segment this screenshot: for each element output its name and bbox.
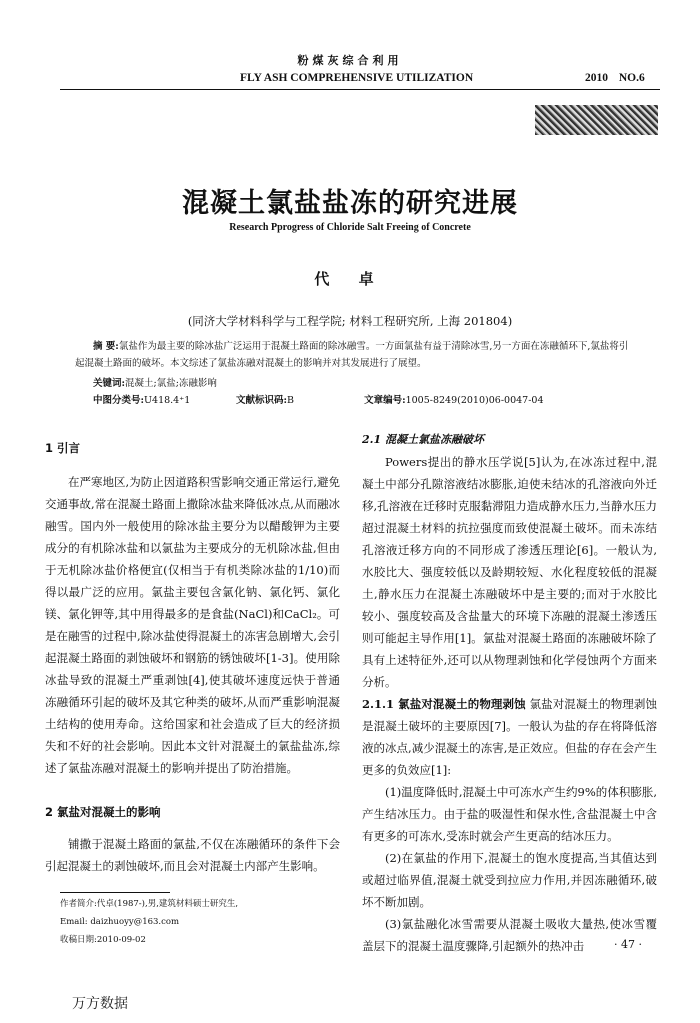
abstract-text: 氯盐作为最主要的除冰盐广泛运用于混凝土路面的除冰融雪。一方面氯盐有益于清除冰雪,另一方面在冻融循环下,氯盐将引起混凝土路面的破坏。本文综述了氯盐冻融对混凝土的影响并对其发展进行了展望。 bbox=[75, 341, 629, 369]
chloride-intro-paragraph: 铺撒于混凝土路面的氯盐,不仅在冻融循环的条件下会引起混凝土的剥蚀破坏,而且会对混凝土内部产生影响。 bbox=[45, 837, 340, 873]
journal-title-cn: 粉煤灰综合利用 bbox=[297, 54, 403, 67]
effect-item-1: (1)温度降低时,混凝土中可冻水产生约9%的体积膨胀,产生结冰压力。由于盐的吸湿性和保水性,含盐混凝土中含有更多的可冻水,受冻时就会产生更高的结冰压力。 bbox=[362, 785, 657, 843]
footnote-rule bbox=[60, 892, 170, 893]
section-heading-intro: 1 引言 bbox=[45, 441, 81, 455]
articleno-value: 1005-8249(2010)06-0047-04 bbox=[405, 395, 544, 406]
footnote-author: 作者简介:代卓(1987-),男,建筑材料硕士研究生, bbox=[60, 899, 239, 909]
journal-issue: 2010 NO.6 bbox=[585, 72, 645, 84]
class-label: 中图分类号: bbox=[93, 395, 145, 406]
library-stamp bbox=[535, 105, 658, 135]
powers-paragraph: Powers提出的静水压学说[5]认为,在冰冻过程中,混凝土中部分孔隙溶液结冰膨胀,迫使未结冰的孔溶液向外迁移,孔溶液在迁移时克服黏滞阻力造成静水压力,当静水压力超过混凝土材料的抗拉强度而致使混凝土破坏。而未冻结孔溶液迁移方向的不同形成了渗透压理论[6]。一般认为,水胶比大、强度较低以及龄期较短、水化程度较低的混凝土,静水压力在混凝土冻融破坏中是主要的;而对于水胶比较小、强度较高及含盐量大的环境下冻融的混凝土渗透压则可能起主导作用[1]。氯盐对混凝土路面的冻融破坏除了具有上述特征外,还可以从物理剥蚀和化学侵蚀两个方面来分析。 bbox=[362, 455, 657, 689]
article-title-cn: 混凝土氯盐盐冻的研究进展 bbox=[182, 188, 518, 219]
abstract-label: 摘 要: bbox=[93, 341, 119, 352]
classification-line bbox=[93, 392, 653, 409]
doccode-value: B bbox=[287, 395, 295, 406]
doccode-label: 文献标识码: bbox=[236, 395, 288, 406]
subsection-heading-2-1-1: 2.1.1 氯盐对混凝土的物理剥蚀 bbox=[362, 697, 526, 711]
effect-item-2: (2)在氯盐的作用下,混凝土的饱水度提高,当其值达到或超过临界值,混凝土就受到拉应力作用,并因冻融循环,破坏不断加剧。 bbox=[362, 851, 657, 909]
class-value: U418.4⁺1 bbox=[144, 395, 191, 406]
subsection-heading-2-1: 2.1 混凝土氯盐冻融破坏 bbox=[362, 433, 484, 446]
subsection-2-1-1 bbox=[362, 693, 657, 781]
author-name: 代 卓 bbox=[314, 270, 386, 288]
articleno-label: 文章编号: bbox=[364, 395, 406, 406]
footnote-received: 收稿日期:2010-09-02 bbox=[60, 935, 146, 945]
page-number: · 47 · bbox=[614, 938, 642, 951]
journal-title-en: FLY ASH COMPREHENSIVE UTILIZATION bbox=[240, 72, 474, 84]
abstract bbox=[75, 338, 635, 372]
section-heading-chloride: 2 氯盐对混凝土的影响 bbox=[45, 805, 161, 819]
effect-item-3: (3)氯盐融化冰雪需要从混凝土吸收大量热,使冰雪覆盖层下的混凝土温度骤降,引起额外的热冲击 bbox=[362, 917, 657, 953]
keywords-text: 混凝土;氯盐;冻融影响 bbox=[125, 378, 217, 389]
physical-spalling-text: 氯盐对混凝土的物理剥蚀是混凝土破坏的主要原因[7]。一般认为盐的存在将降低溶液的冰点,减少混凝土的冻害,是正效应。但盐的存在会产生更多的负效应[1]: bbox=[362, 697, 658, 777]
affiliation: (同济大学材料科学与工程学院; 材料工程研究所, 上海 201804) bbox=[187, 314, 513, 328]
header-rule bbox=[60, 89, 660, 90]
keywords bbox=[93, 375, 653, 392]
watermark: 万方数据 bbox=[72, 996, 128, 1012]
left-column bbox=[45, 437, 340, 877]
right-column bbox=[362, 429, 657, 957]
footnote-email: Email: daizhuoyy@163.com bbox=[60, 917, 180, 927]
keywords-label: 关键词: bbox=[93, 378, 126, 389]
article-title-en: Research Pprogress of Chloride Salt Freeing of Concrete bbox=[229, 222, 471, 233]
intro-paragraph: 在严寒地区,为防止因道路积雪影响交通正常运行,避免交通事故,常在混凝土路面上撒除冰盐来降低冰点,从而融冰融雪。国内外一般使用的除冰盐主要分为以醋酸钾为主要成分的有机除冰盐和以氯盐为主要成分的无机除冰盐,但由于无机除冰盐价格便宜(仅相当于有机类除冰盐的1/10)而得以最广泛的应用。氯盐主要包含氯化钠、氯化钙、氯化镁、氯化钾等,其中用得最多的是食盐(NaCl)和CaCl₂。可是在融雪的过程中,除冰盐使得混凝土的冻害急剧增大,会引起混凝土路面的剥蚀破坏和钢筋的锈蚀破坏[1-3]。使用除冰盐导致的混凝土严重剥蚀[4],使其破坏速度远快于普通冻融循环引起的破坏及其它种类的破坏,从而严重影响混凝土结构的使用寿命。这给国家和社会造成了巨大的经济损失和不好的社会影响。因此本文针对混凝土的氯盐盐冻,综述了氯盐冻融对混凝土的影响并提出了防治措施。 bbox=[45, 475, 340, 775]
